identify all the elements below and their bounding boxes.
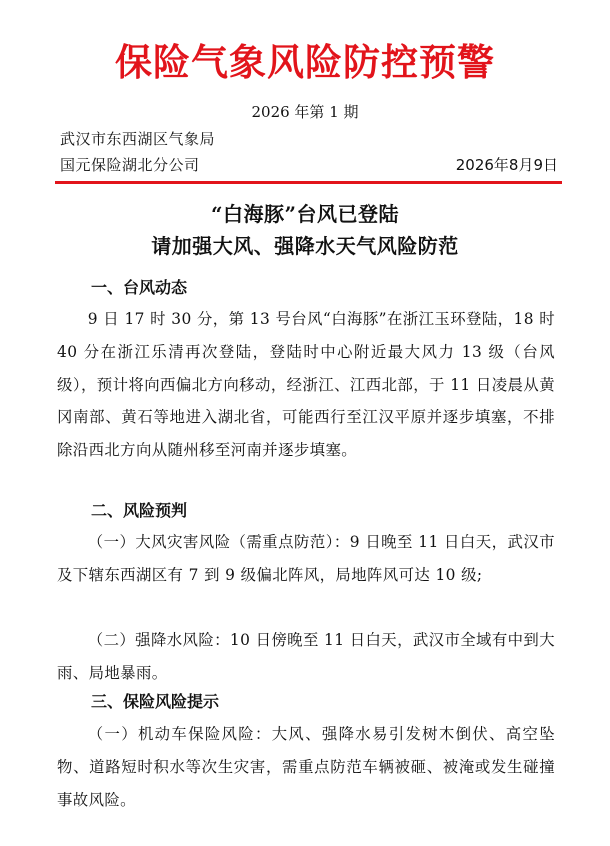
section-heading-typhoon-status: 一、台风动态 xyxy=(91,278,188,297)
red-divider-rule xyxy=(55,181,562,184)
paragraph-vehicle-insurance-risk: （一）机动车保险风险：大风、强降水易引发树木倒伏、高空坠物、道路短时积水等次生灾害，需重点防范车辆被砸、被淹或发生碰撞事故风险。 xyxy=(57,725,555,809)
paragraph-typhoon-status: 9 日 17 时 30 分，第 13 号台风“白海豚”在浙江玉环登陆，18 时 40 分在浙江乐清再次登陆，登陆时中心附近最大风力 13 级（台风级），预计将向西偏北方向移动，经浙江、江西北部，于 11 日凌晨从黄冈南部、黄石等地进入湖北省，可能西行至江汉平原并逐步填塞，不排除沿西北方向从随州移至河南并逐步填塞。 xyxy=(57,310,555,460)
section-heading-insurance-risk: 三、保险风险提示 xyxy=(91,692,220,711)
issuer-meteorological-bureau: 武汉市东西湖区气象局 xyxy=(60,130,216,148)
document-title-line-1: “白海豚”台风已登陆 xyxy=(210,202,399,226)
masthead-title: 保险气象风险防控预警 xyxy=(115,41,495,84)
document-title-line-2: 请加强大风、强降水天气风险防范 xyxy=(151,234,459,258)
issuer-insurance-company: 国元保险湖北分公司 xyxy=(60,156,200,174)
paragraph-wind-risk: （一）大风灾害风险（需重点防范）：9 日晚至 11 日白天，武汉市及下辖东西湖区有 7 到 9 级偏北阵风，局地阵风可达 10 级; xyxy=(57,533,555,584)
section-heading-risk-forecast: 二、风险预判 xyxy=(91,501,188,520)
issue-date: 2026年8月9日 xyxy=(455,156,558,174)
issue-number: 2026 年第 1 期 xyxy=(251,103,359,121)
paragraph-rain-risk: （二）强降水风险：10 日傍晚至 11 日白天，武汉市全域有中到大雨、局地暴雨。 xyxy=(57,631,555,682)
